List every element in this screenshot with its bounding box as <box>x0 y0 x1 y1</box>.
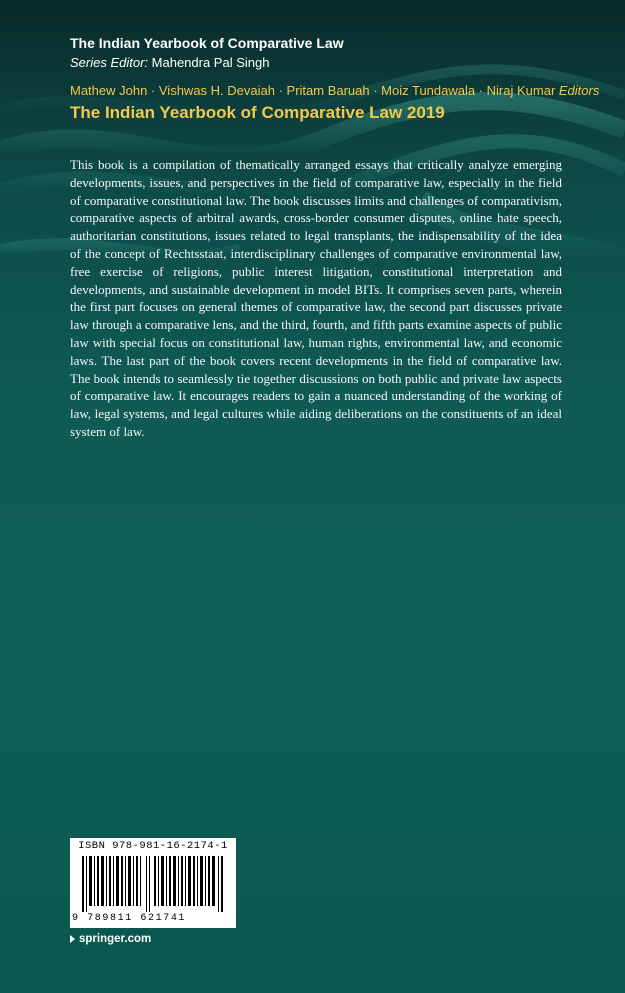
isbn-label: ISBN 978-981-16-2174-1 <box>78 840 228 852</box>
publisher-link[interactable] <box>70 933 151 945</box>
series-editor-label: Series Editor: <box>70 55 149 70</box>
book-title: The Indian Yearbook of Comparative Law 2019 <box>70 103 445 122</box>
volume-editors <box>70 83 599 98</box>
barcode <box>82 856 224 912</box>
barcode-digits: 9 789811 621741 <box>72 913 187 924</box>
arrow-right-icon <box>70 935 75 943</box>
editors-role: Editors <box>558 83 600 98</box>
series-title: The Indian Yearbook of Comparative Law <box>70 35 344 51</box>
publisher-url: springer.com <box>79 933 152 945</box>
series-editor <box>70 54 590 71</box>
series-header <box>70 34 590 71</box>
isbn-barcode-box <box>70 838 236 928</box>
book-description: This book is a compilation of thematically arranged essays that critically analyze emerging developments, issues, and perspectives in the field of comparative law, especially in the field of comparative constitutional law. The book discusses limits and challenges of comparativism, comparative aspects of arbitral awards, cross-border consumer disputes, online hate speech, authoritarian constitutions, issues related to legal transplants, the indispensability of the idea of the concept of Rechtsstaat, interdisciplinary challenges of comparative environmental law, free exercise of religions, public interest litigation, constitutional interpretation and developments, and sustainable development in model BITs. It comprises seven parts, wherein the first part focuses on general themes of comparative law, the second part discusses private law through a comparative lens, and the third, fourth, and fifth parts examine aspects of public law with special focus on constitutional law, human rights, environmental law, and economic laws. The last part of the book covers recent developments in the field of comparative law. The book intends to seamlessly tie together discussions on both public and private law aspects of comparative law. It encourages readers to gain a nuanced understanding of the working of law, legal systems, and legal cultures while aiding deliberations on the constituents of an ideal system of law. <box>70 157 562 439</box>
series-editor-name: Mahendra Pal Singh <box>148 55 270 70</box>
editor-names: Mathew John · Vishwas H. Devaiah · Pritam Baruah · Moiz Tundawala · Niraj Kumar <box>70 83 559 98</box>
